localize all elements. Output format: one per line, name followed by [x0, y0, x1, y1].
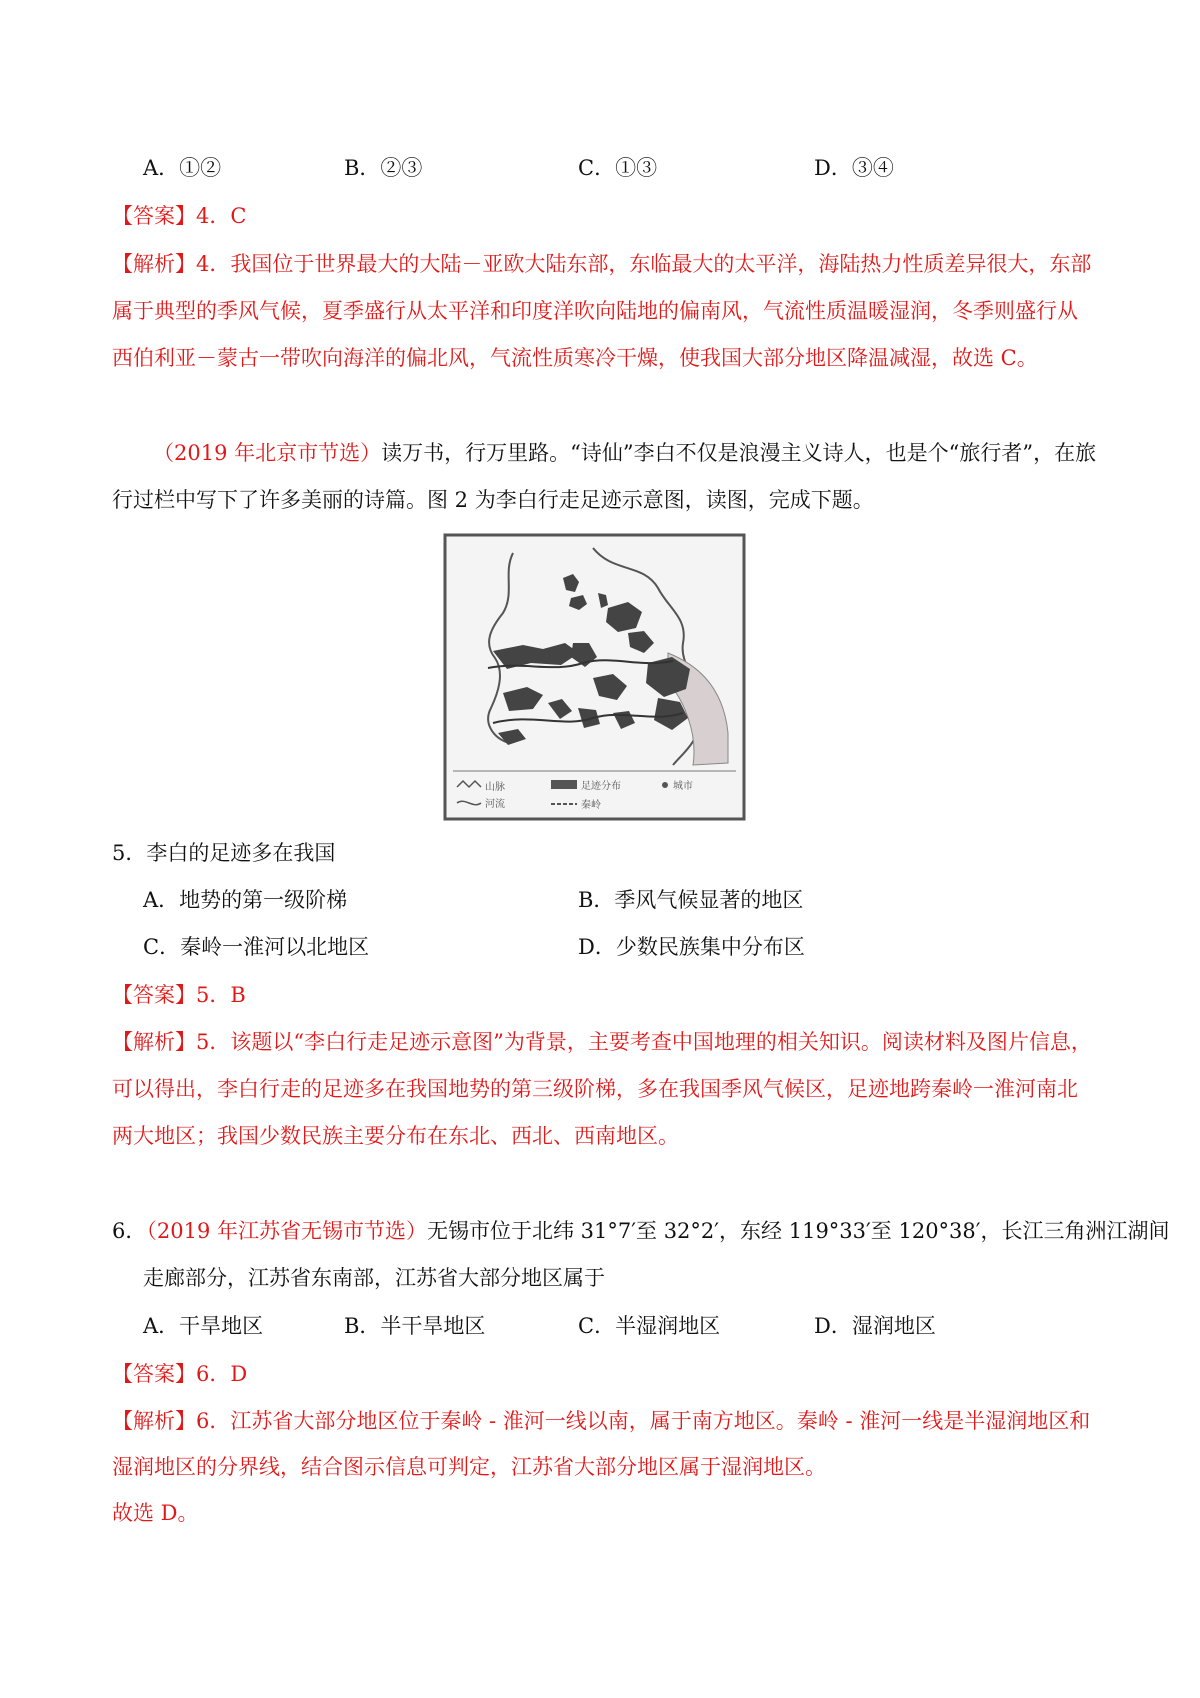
q4-option-c: C．①③	[578, 156, 658, 180]
q5-option-b: B．季风气候显著的地区	[578, 888, 804, 912]
q5-analysis-line-1: 【解析】5．该题以“李白行走足迹示意图”为背景，主要考查中国地理的相关知识。阅读材料及图片信息，	[112, 1030, 1092, 1054]
li-bai-footprint-map	[443, 533, 746, 821]
q6-source: （2019 年江苏省无锡市节选）	[146, 1219, 427, 1243]
legend-footprint: 足迹分布	[581, 781, 621, 792]
legend-river: 河流	[485, 799, 505, 810]
q6-analysis-line-3: 故选 D。	[112, 1501, 199, 1525]
q4-option-b: B．②③	[344, 156, 423, 180]
q5-option-c: C．秦岭一淮河以北地区	[143, 935, 370, 959]
passage-source: （2019 年北京市节选）	[153, 441, 382, 465]
q4-analysis-line-3: 西伯利亚－蒙古一带吹向海洋的偏北风，气流性质寒冷干燥，使我国大部分地区降温减湿，故选 C。	[112, 346, 1038, 370]
q4-option-d: D．③④	[814, 156, 894, 180]
q5-analysis-line-3: 两大地区；我国少数民族主要分布在东北、西北、西南地区。	[112, 1124, 679, 1148]
legend-qinling: 秦岭	[581, 800, 601, 811]
q4-analysis-line-1: 【解析】4．我国位于世界最大的大陆－亚欧大陆东部，东临最大的太平洋，海陆热力性质差异很大，东部	[112, 252, 1092, 276]
q6-answer: 【答案】6．D	[112, 1362, 248, 1386]
q6-analysis-line-2: 湿润地区的分界线，结合图示信息可判定，江苏省大部分地区属于湿润地区。	[112, 1455, 826, 1479]
map-illustration	[443, 533, 746, 821]
q5-stem: 5．李白的足迹多在我国	[112, 841, 336, 865]
q6-text-2: 走廊部分，江苏省东南部，江苏省大部分地区属于	[143, 1266, 605, 1290]
q5-option-d: D．少数民族集中分布区	[578, 935, 805, 959]
q6-analysis-line-1: 【解析】6．江苏省大部分地区位于秦岭 - 淮河一线以南，属于南方地区。秦岭 - 淮河一线是半湿润地区和	[112, 1409, 1091, 1433]
q6-number: 6．	[112, 1219, 147, 1243]
q5-answer: 【答案】5．B	[112, 983, 246, 1007]
q6-stem-line-1	[112, 1216, 1170, 1246]
passage-text-2: 行过栏中写下了许多美丽的诗篇。图 2 为李白行走足迹示意图，读图，完成下题。	[112, 488, 874, 512]
passage-text-1: 读万书，行万里路。“诗仙”李白不仅是浪漫主义诗人，也是个“旅行者”，在旅	[381, 441, 1097, 465]
passage-line-1	[153, 438, 1096, 468]
q5-option-a: A．地势的第一级阶梯	[143, 888, 348, 912]
q6-option-b: B．半干旱地区	[344, 1314, 486, 1338]
legend-mountain: 山脉	[485, 782, 505, 793]
q6-option-c: C．半湿润地区	[578, 1314, 721, 1338]
q6-option-a: A．干旱地区	[143, 1314, 264, 1338]
legend-city: 城市	[673, 781, 693, 792]
q6-option-d: D．湿润地区	[814, 1314, 936, 1338]
q4-analysis-line-2: 属于典型的季风气候，夏季盛行从太平洋和印度洋吹向陆地的偏南风，气流性质温暖湿润，冬季则盛行从	[112, 299, 1078, 323]
q6-text-1: 无锡市位于北纬 31°7′至 32°2′，东经 119°33′至 120°38′，长江三角洲江湖间	[427, 1219, 1170, 1243]
q4-option-a: A．①②	[143, 156, 222, 180]
q4-answer: 【答案】4．C	[112, 204, 247, 228]
q5-analysis-line-2: 可以得出，李白行走的足迹多在我国地势的第三级阶梯，多在我国季风气候区，足迹地跨秦岭一淮河南北	[112, 1077, 1078, 1101]
